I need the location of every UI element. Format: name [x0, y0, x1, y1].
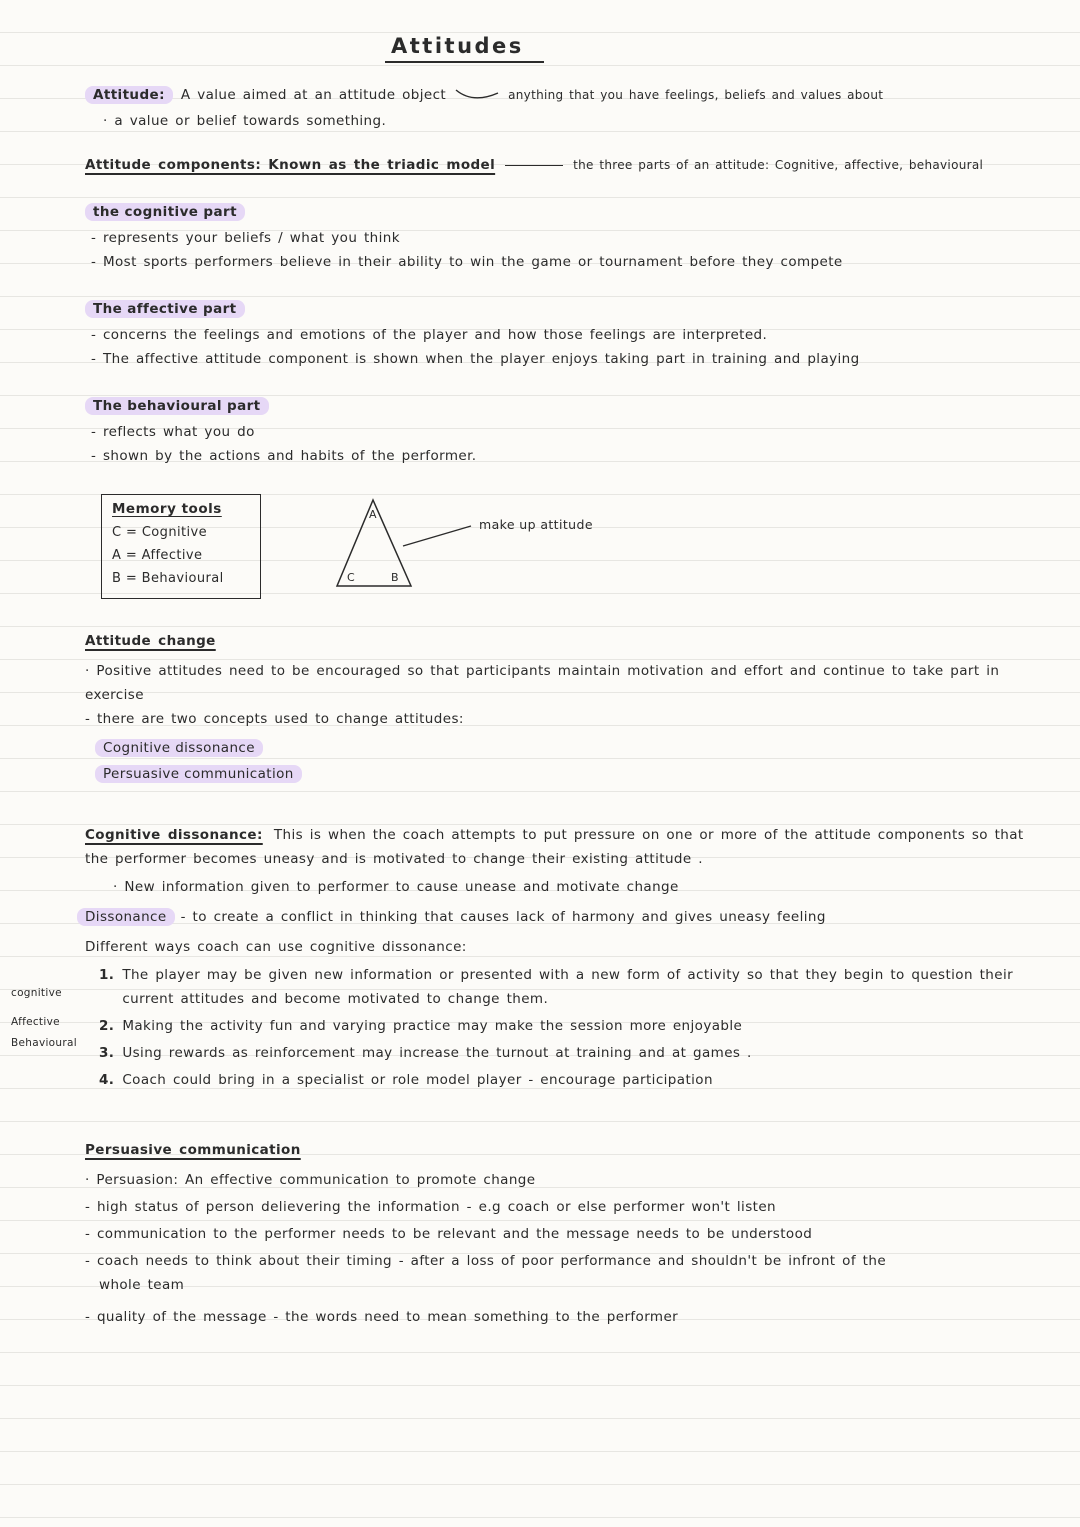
memory-tools-title: Memory tools	[112, 501, 222, 517]
attitude-change-lines	[85, 659, 1040, 731]
concept-cognitive-dissonance: Cognitive dissonance	[95, 739, 263, 757]
list-item	[11, 1014, 1039, 1038]
section-persuasive-communication	[85, 1138, 1040, 1329]
behavioural-lines	[91, 420, 1040, 468]
margin-note-affective: Affective	[11, 1016, 60, 1028]
behavioural-line: - shown by the actions and habits of the performer.	[91, 448, 477, 464]
list-item	[99, 1068, 1039, 1092]
persuasive-lines	[85, 1168, 1040, 1329]
attitude-annotation: anything that you have feelings, beliefs and values about	[508, 88, 884, 102]
section-behavioural	[85, 395, 1040, 468]
cognitive-heading: the cognitive part	[85, 203, 245, 221]
components-heading-row	[85, 153, 1040, 177]
components-heading: Attitude components: Known as the triadic model	[85, 157, 496, 173]
triadic-model-diagram	[331, 494, 661, 598]
memory-tools-item: C = Cognitive	[112, 525, 207, 540]
list-text: Using rewards as reinforcement may increase the turnout at training and at games .	[122, 1045, 752, 1061]
section-cognitive	[85, 201, 1040, 274]
section-affective	[85, 298, 1040, 371]
cognitive-lines	[91, 226, 1040, 274]
margin-note-cognitive: cognitive	[11, 987, 62, 999]
list-number: 1.	[99, 967, 115, 983]
affective-line: - concerns the feelings and emotions of the player and how those feelings are interpreted.	[91, 327, 768, 343]
cognitive-line: - represents your beliefs / what you think	[91, 230, 400, 246]
persuasive-line: - coach needs to think about their timing - after a loss of poor performance and shouldn't be infront of the whole team	[85, 1253, 887, 1293]
dissonance-definition-row	[77, 905, 1040, 929]
persuasive-line: - high status of person delievering the information - e.g coach or else performer won't listen	[85, 1199, 776, 1215]
curved-connector-line	[454, 87, 500, 103]
margin-note-behavioural: Behavioural	[11, 1037, 77, 1049]
list-text: Making the activity fun and varying practice may make the session more enjoyable	[122, 1018, 743, 1034]
behavioural-heading: The behavioural part	[85, 397, 269, 415]
attitude-definition-text: A value aimed at an attitude object	[180, 87, 447, 103]
dissonance-definition: - to create a conflict in thinking that causes lack of harmony and gives uneasy feeling	[180, 909, 826, 925]
triangle-diagram-svg	[331, 494, 661, 594]
cognitive-dissonance-heading: Cognitive dissonance:	[85, 827, 263, 843]
persuasive-line: - quality of the message - the words need to mean something to the performer	[85, 1309, 679, 1325]
list-number: 2.	[99, 1018, 115, 1034]
attitude-sub-note: · a value or belief towards something.	[103, 113, 387, 129]
ways-list	[11, 963, 1040, 1092]
section-attitude-change	[85, 629, 1040, 783]
affective-heading: The affective part	[85, 300, 245, 318]
ways-heading: Different ways coach can use cognitive dissonance:	[85, 939, 467, 955]
straight-connector-line	[505, 165, 563, 166]
affective-lines	[91, 323, 1040, 371]
cognitive-dissonance-bullet: · New information given to performer to cause unease and motivate change	[113, 879, 679, 895]
memory-tools-item: A = Affective	[112, 548, 203, 563]
triangle-label-c: C	[347, 571, 355, 584]
diagram-row	[101, 494, 1040, 599]
components-annotation: the three parts of an attitude: Cognitive, affective, behavioural	[573, 158, 984, 172]
affective-line: - The affective attitude component is shown when the player enjoys taking part in training and playing	[91, 351, 860, 367]
persuasive-line: · Persuasion: An effective communication to promote change	[85, 1172, 536, 1188]
list-text: Coach could bring in a specialist or role model player - encourage participation	[122, 1072, 713, 1088]
triangle-annotation: make up attitude	[479, 517, 593, 532]
memory-tools-item: B = Behavioural	[112, 571, 224, 586]
persuasive-heading: Persuasive communication	[85, 1142, 301, 1158]
list-text: The player may be given new information or presented with a new form of activity so that they begin to question their current attitudes and become motivated to change them.	[122, 967, 1014, 1007]
persuasive-line: - communication to the performer needs to be relevant and the message needs to be understood	[85, 1226, 813, 1242]
attitude-definition-row	[85, 83, 1040, 107]
section-cognitive-dissonance	[11, 823, 1040, 1092]
attitude-term: Attitude:	[85, 86, 173, 104]
attitude-change-line: · Positive attitudes need to be encouraged so that participants maintain motivation and effort and continue to take part in exercise	[85, 663, 1000, 703]
attitude-change-heading: Attitude change	[85, 633, 216, 649]
list-number: 3.	[99, 1045, 115, 1061]
cognitive-line: - Most sports performers believe in their ability to win the game or tournament before they compete	[91, 254, 843, 270]
triangle-label-b: B	[391, 571, 399, 584]
list-number: 4.	[99, 1072, 115, 1088]
list-item	[11, 963, 1039, 1011]
list-item	[11, 1037, 1039, 1065]
memory-tools-box	[101, 494, 261, 599]
dissonance-term: Dissonance	[77, 908, 175, 926]
page-title: Attitudes	[385, 34, 544, 63]
concept-persuasive-communication: Persuasive communication	[95, 765, 302, 783]
triangle-label-a: A	[369, 508, 377, 521]
behavioural-line: - reflects what you do	[91, 424, 255, 440]
attitude-change-line: - there are two concepts used to change attitudes:	[85, 711, 464, 727]
cognitive-dissonance-intro: This is when the coach attempts to put pressure on one or more of the attitude components so that the performer becomes uneasy and is motivated to change their existing attitude .	[85, 827, 1024, 867]
